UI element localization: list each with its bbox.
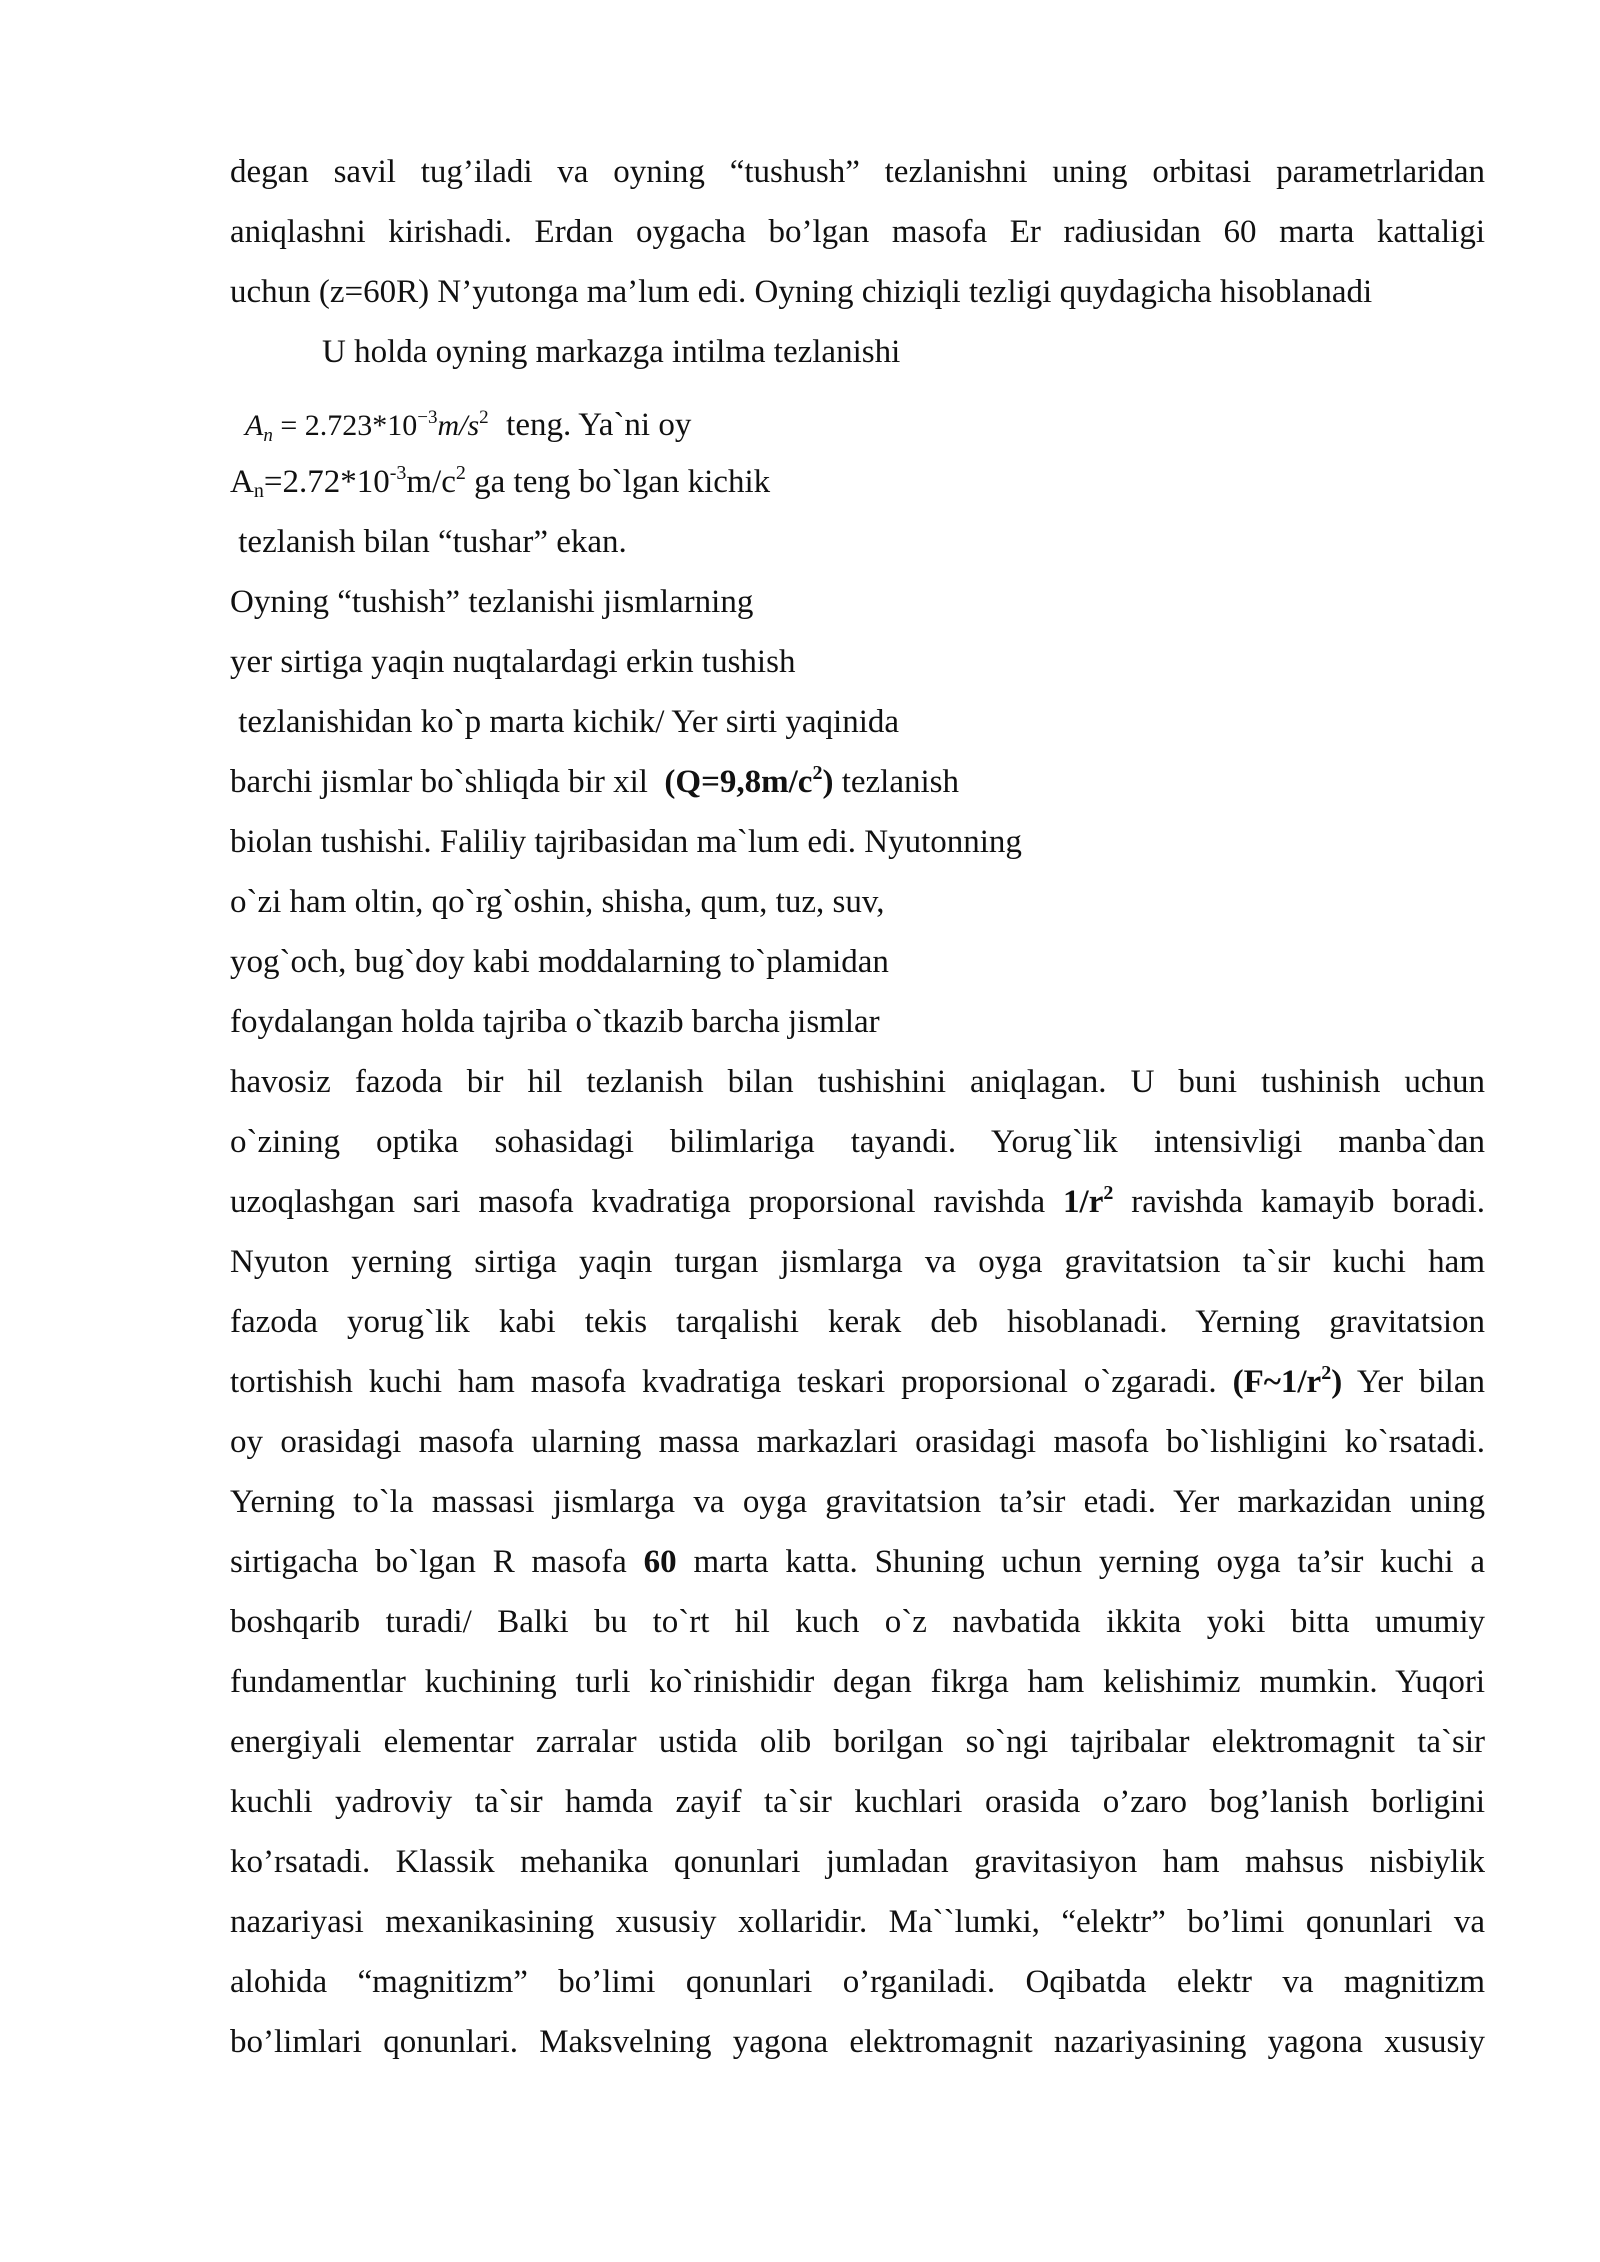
- text-line: degan savil tug’iladi va oyning “tushush” tezlanishni uning orbitasi parametrlaridan: [230, 154, 1485, 190]
- f-formula-exponent: 2: [1321, 1362, 1332, 1384]
- f-line-text: tortishish kuchi ham masofa kvadratiga teskari proporsional o`zgaradi.: [230, 1364, 1233, 1400]
- text-line: yog`och, bug`doy kabi moddalarning to`plamidan: [230, 944, 889, 980]
- q-formula: [664, 764, 833, 800]
- text-line: kuchli yadroviy ta`sir hamda zayif ta`sir kuchlari orasida o’zaro bog’lanish borligini: [230, 1784, 1485, 1820]
- formula-slash: /: [459, 409, 468, 442]
- formula-base: 10: [387, 409, 418, 442]
- formula-unit-m: m: [437, 409, 460, 442]
- text-line: [230, 1542, 1485, 1582]
- text-line: alohida “magnitizm” bo’limi qonunlari o’rganiladi. Oqibatda elektr va magnitizm: [230, 1964, 1485, 2000]
- an-unit-exponent: 2: [455, 462, 466, 484]
- text-line: nazariyasi mexanikasining xususiy xollaridir. Ma``lumki, “elektr” bo’limi qonunlari va: [230, 1904, 1485, 1940]
- formula-unit-exponent: 2: [479, 407, 489, 428]
- q-formula-text: (Q=9,8m/c: [664, 764, 813, 800]
- r2-line-tail: ravishda kamayib boradi.: [1113, 1184, 1485, 1220]
- formula-symbol: A: [245, 409, 264, 442]
- r2-formula: [1063, 1184, 1113, 1220]
- text-line: [230, 462, 770, 502]
- text-line: Oyning “tushish” tezlanishi jismlarning: [230, 584, 754, 620]
- text-line: [230, 1182, 1485, 1222]
- r2-line-text: uzoqlashgan sari masofa kvadratiga proporsional ravishda: [230, 1184, 1064, 1220]
- text-line: U holda oyning markazga intilma tezlanishi: [322, 334, 901, 370]
- text-line: oy orasidagi masofa ularning massa markazlari orasidagi masofa bo`lishligini ko`rsatadi.: [230, 1424, 1485, 1460]
- sixty-line-tail: marta katta. Shuning uchun yerning oyga ta’sir kuchi a: [676, 1544, 1485, 1580]
- r2-formula-text: 1/r: [1063, 1184, 1104, 1220]
- formula-times: *: [372, 409, 388, 442]
- text-line: fundamentlar kuchining turli ko`rinishidir degan fikrga ham kelishimiz mumkin. Yuqori: [230, 1664, 1485, 1700]
- q-formula-close: ): [822, 764, 834, 800]
- an-rest: ga teng bo`lgan kichik: [465, 464, 771, 500]
- sixty-value: 60: [643, 1544, 677, 1580]
- formula-subscript: n: [263, 425, 273, 446]
- an-symbol: A: [230, 464, 254, 500]
- text-line: Nyuton yerning sirtiga yaqin turgan jismlarga va oyga gravitatsion ta`sir kuchi ham: [230, 1244, 1485, 1280]
- text-line: energiyali elementar zarralar ustida olib borilgan so`ngi tajribalar elektromagnit ta`sir: [230, 1724, 1485, 1760]
- text-line: [230, 762, 959, 802]
- text-line: fazoda yorug`lik kabi tekis tarqalishi kerak deb hisoblanadi. Yerning gravitatsion: [230, 1304, 1485, 1340]
- text-line: Yerning to`la massasi jismlarga va oyga gravitatsion ta’sir etadi. Yer markazidan uning: [230, 1484, 1485, 1520]
- an-unit: m/c: [406, 464, 456, 500]
- text-line: o`zining optika sohasidagi bilimlariga tayandi. Yorug`lik intensivligi manba`dan: [230, 1124, 1485, 1160]
- f-line-tail: Yer bilan: [1342, 1364, 1485, 1400]
- formula-exponent: −3: [417, 407, 438, 428]
- an-exponent: -3: [389, 462, 407, 484]
- q-line-text: barchi jismlar bo`shliqda bir xil: [230, 764, 665, 800]
- text-line: tezlanishidan ko`p marta kichik/ Yer sirti yaqinida: [230, 704, 900, 740]
- r2-formula-exponent: 2: [1103, 1182, 1114, 1204]
- an-subscript: n: [253, 480, 264, 502]
- text-line: foydalangan holda tajriba o`tkazib barcha jismlar: [230, 1004, 880, 1040]
- f-formula-close: ): [1331, 1364, 1343, 1400]
- formula-value: 2.723: [304, 409, 373, 442]
- q-line-tail: tezlanish: [833, 764, 959, 800]
- text-line: biolan tushishi. Faliliy tajribasidan ma`lum edi. Nyutonning: [230, 824, 1022, 860]
- formula-unit-s: s: [467, 409, 480, 442]
- an-value: =2.72*10: [263, 464, 390, 500]
- text-line: boshqarib turadi/ Balki bu to`rt hil kuch o`z navbatida ikkita yoki bitta umumiy: [230, 1604, 1485, 1640]
- text-line: uchun (z=60R) N’yutonga ma’lum edi. Oyning chiziqli tezligi quydagicha hisoblanadi: [230, 274, 1373, 310]
- text-line: tezlanish bilan “tushar” ekan.: [230, 524, 627, 560]
- text-line: havosiz fazoda bir hil tezlanish bilan tushishini aniqlagan. U buni tushinish uchun: [230, 1064, 1485, 1100]
- f-formula: [1233, 1364, 1343, 1400]
- text-line: ko’rsatadi. Klassik mehanika qonunlari jumladan gravitasiyon ham mahsus nisbiylik: [230, 1844, 1485, 1880]
- text-line: aniqlashni kirishadi. Erdan oygacha bo’lgan masofa Er radiusidan 60 marta kattaligi: [230, 214, 1485, 250]
- text-line: yer sirtiga yaqin nuqtalardagi erkin tushish: [230, 644, 796, 680]
- q-formula-exponent: 2: [812, 762, 823, 784]
- acceleration-formula: [245, 396, 692, 446]
- text-line: o`zi ham oltin, qo`rg`oshin, shisha, qum, tuz, suv,: [230, 884, 885, 920]
- formula-trailing-text: teng. Ya`ni oy: [506, 407, 692, 443]
- text-line: bo’limlari qonunlari. Maksvelning yagona elektromagnit nazariyasining yagona xususiy: [230, 2024, 1485, 2060]
- sixty-line-text: sirtigacha bo`lgan R masofa: [230, 1544, 644, 1580]
- formula-equals: =: [280, 409, 298, 442]
- f-formula-text: (F~1/r: [1232, 1364, 1322, 1400]
- text-line: [230, 1362, 1485, 1402]
